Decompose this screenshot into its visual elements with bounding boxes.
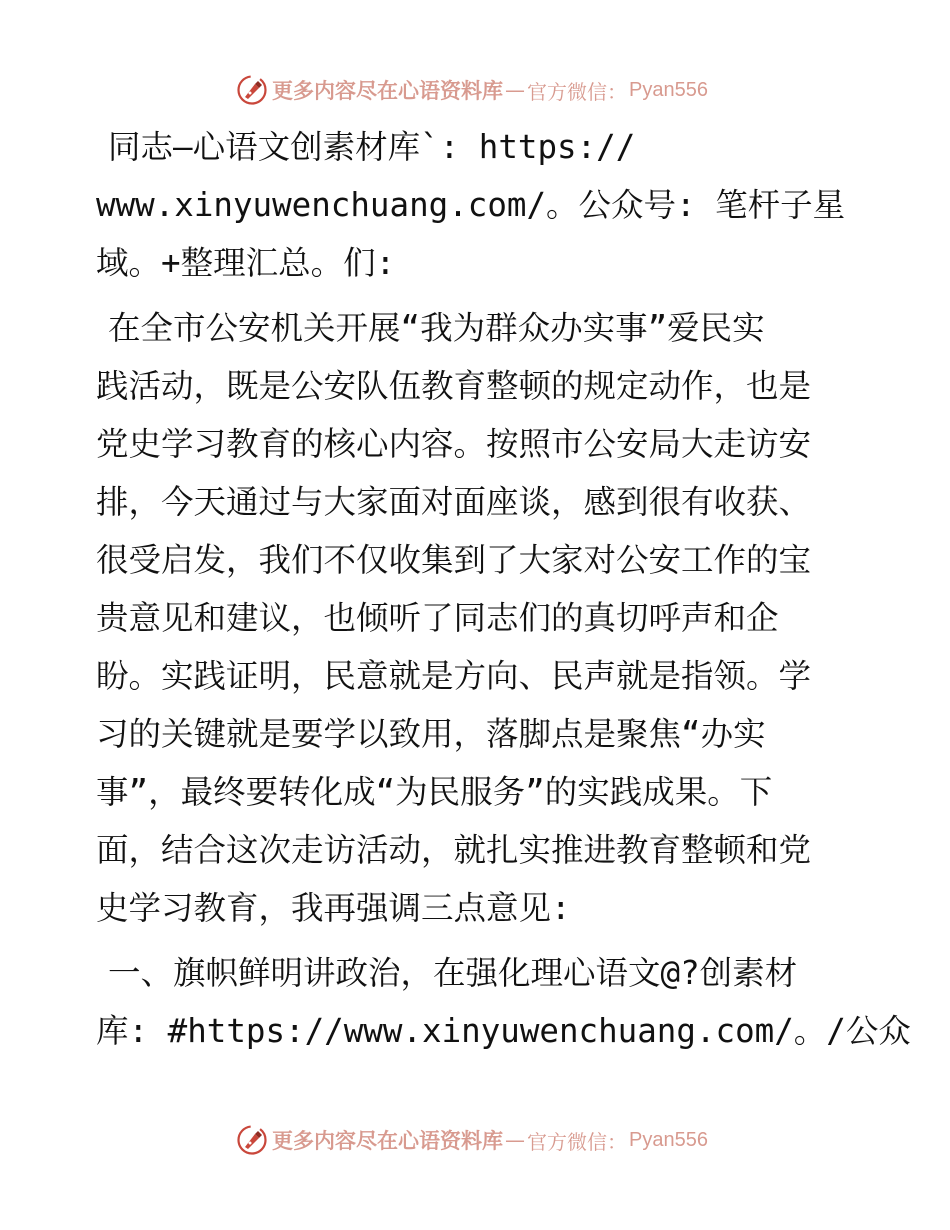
pen-nib-logo-icon	[236, 1124, 268, 1156]
paragraph	[96, 299, 866, 937]
watermark-wechat-id: Pyan556	[629, 1128, 708, 1151]
watermark-wechat-label: 官方微信：	[527, 1129, 627, 1154]
watermark-dash: —	[505, 1128, 525, 1152]
text-line: 域。+整理汇总。们:	[96, 244, 396, 282]
watermark-text: 更多内容尽在心语资料库	[272, 78, 503, 103]
text-line: 事”，最终要转化成“为民服务”的实践成果。下	[96, 773, 773, 811]
watermark-text: 更多内容尽在心语资料库	[272, 1128, 503, 1153]
text-line: 一、旗帜鲜明讲政治，在强化理心语文@?创素材	[108, 954, 798, 992]
text-line: 史学习教育，我再强调三点意见:	[96, 889, 571, 927]
text-line: www.xinyuwenchuang.com/。公众号: 笔杆子星	[96, 186, 846, 224]
text-line: 贵意见和建议，也倾听了同志们的真切呼声和企	[96, 599, 779, 637]
text-line: 习的关键就是要学以致用，落脚点是聚焦“办实	[96, 715, 766, 753]
paragraph	[96, 118, 866, 292]
text-line: 党史学习教育的核心内容。按照市公安局大走访安	[96, 425, 812, 463]
footer-watermark	[236, 1123, 708, 1157]
text-line: 在全市公安机关开展“我为群众办实事”爱民实	[108, 309, 765, 347]
header-watermark	[236, 73, 708, 107]
document-body	[96, 118, 911, 1067]
text-line: 践活动，既是公安队伍教育整顿的规定动作，也是	[96, 367, 812, 405]
watermark-wechat-id: Pyan556	[629, 78, 708, 101]
text-line: 盼。实践证明，民意就是方向、民声就是指领。学	[96, 657, 812, 695]
text-line: 面，结合这次走访活动，就扎实推进教育整顿和党	[96, 831, 812, 869]
paragraph	[96, 944, 911, 1060]
watermark-dash: —	[505, 78, 525, 102]
watermark-wechat-label: 官方微信：	[527, 79, 627, 104]
text-line: 库: #https://www.xinyuwenchuang.com/。/公众	[96, 1012, 911, 1050]
text-line: 很受启发，我们不仅收集到了大家对公安工作的宝	[96, 541, 812, 579]
pen-nib-logo-icon	[236, 74, 268, 106]
text-line: 排，今天通过与大家面对面座谈，感到很有收获、	[96, 483, 812, 521]
text-line: 同志—心语文创素材库`: https://	[108, 128, 636, 166]
